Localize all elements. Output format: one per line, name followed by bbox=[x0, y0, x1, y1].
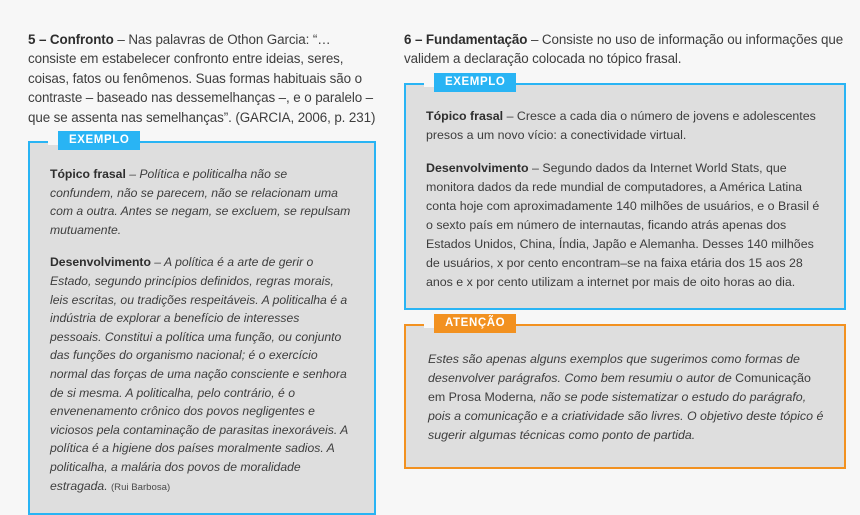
atencao-badge: ATENÇÃO bbox=[434, 314, 516, 333]
exemplo-callout-right-body bbox=[406, 85, 844, 308]
fundamentacao-intro-text: – Consiste no uso de informação ou informações que validem a declaração colocada no tópico frasal. bbox=[404, 32, 844, 67]
atencao-book-title: Comunicação em Prosa Moderna bbox=[428, 370, 811, 404]
topico-frasal-paragraph-right bbox=[426, 107, 824, 145]
fundamentacao-intro-paragraph bbox=[404, 30, 846, 69]
topico-frasal-text-left: – Política e politicalha não se confundem, não se parecem, não se relacionam uma com a outra. Antes se negam, se excluem, se repulsam mutuamente. bbox=[50, 167, 351, 237]
desenvolvimento-citation-left: (Rui Barbosa) bbox=[110, 481, 171, 493]
atencao-text-after: , não se pode sistematizar o estudo do parágrafo, pois a comunicação e a criatividade são livres. O objetivo deste tópico é sugerir algumas técnicas como ponto de partida. bbox=[428, 389, 824, 442]
desenvolvimento-paragraph-left bbox=[50, 253, 354, 497]
exemplo-badge-right: EXEMPLO bbox=[434, 73, 516, 92]
fundamentacao-term: 6 – Fundamentação bbox=[404, 32, 528, 47]
topico-frasal-text-right: – Cresce a cada dia o número de jovens e adolescentes presos a um novo vício: a conectividade virtual. bbox=[426, 108, 816, 142]
desenvolvimento-text-right: – Segundo dados da Internet World Stats, que monitora dados da rede mundial de computadores, a América Latina conta hoje com aproximadamente 140 milhões de usuários, e o Brasil é o sexto país em número de internautas, ficando atrás apenas dos Estados Unidos, China, Índia, Japão e Alemanha. Desses 140 milhões de usuários, x por cento encontram–se na faixa etária dos 15 aos 28 anos e x por cento utilizam a internet por mais de oito horas ao dia. bbox=[426, 160, 820, 289]
atencao-text-before: Estes são apenas alguns exemplos que sugerimos como formas de desenvolver parágrafos. Como bem resumiu o autor de bbox=[428, 351, 800, 385]
confronto-intro-paragraph bbox=[28, 30, 376, 127]
confronto-intro-text: – Nas palavras de Othon Garcia: “…consiste em estabelecer confronto entre ideias, seres, coisas, fatos ou fenômenos. Suas formas habituais são o contraste – baseado nas dessemelhanças –, e o paralelo – que se assenta nas semelhanças”. (GARCIA, 2006, p. 231) bbox=[28, 32, 376, 125]
topico-frasal-label-right: Tópico frasal bbox=[426, 108, 504, 123]
exemplo-callout-right bbox=[404, 75, 846, 310]
exemplo-callout-left bbox=[28, 134, 376, 515]
right-column bbox=[404, 30, 846, 471]
exemplo-callout-left-body bbox=[30, 143, 374, 513]
exemplo-badge-left: EXEMPLO bbox=[58, 131, 140, 150]
confronto-term: 5 – Confronto bbox=[28, 32, 114, 47]
desenvolvimento-label-left: Desenvolvimento bbox=[50, 255, 151, 270]
desenvolvimento-text-left: – A política é a arte de gerir o Estado, segundo princípios definidos, regras morais, leis escritas, ou tradições respeitáveis. A politicalha é a indústria de explorar a benefício de interesses pessoais. Constitui a política uma função, ou conjunto das funções do organismo nacional; é o exercício normal das forças de uma nação consciente e senhora de si mesma. A politicalha, pelo contrário, é o envenenamento crônico dos povos negligentes e viciosos pela contaminação de parasitas inexoráveis. A política é a higiene dos países moralmente sadios. A politicalha, a malária dos povos de moralidade estragada. bbox=[50, 255, 348, 493]
topico-frasal-paragraph-left bbox=[50, 165, 354, 239]
atencao-callout bbox=[404, 316, 846, 469]
desenvolvimento-paragraph-right bbox=[426, 159, 824, 292]
topico-frasal-label-left: Tópico frasal bbox=[50, 167, 126, 182]
atencao-paragraph bbox=[428, 350, 824, 445]
left-column bbox=[28, 30, 376, 493]
atencao-callout-body bbox=[406, 326, 844, 467]
desenvolvimento-label-right: Desenvolvimento bbox=[426, 160, 529, 175]
